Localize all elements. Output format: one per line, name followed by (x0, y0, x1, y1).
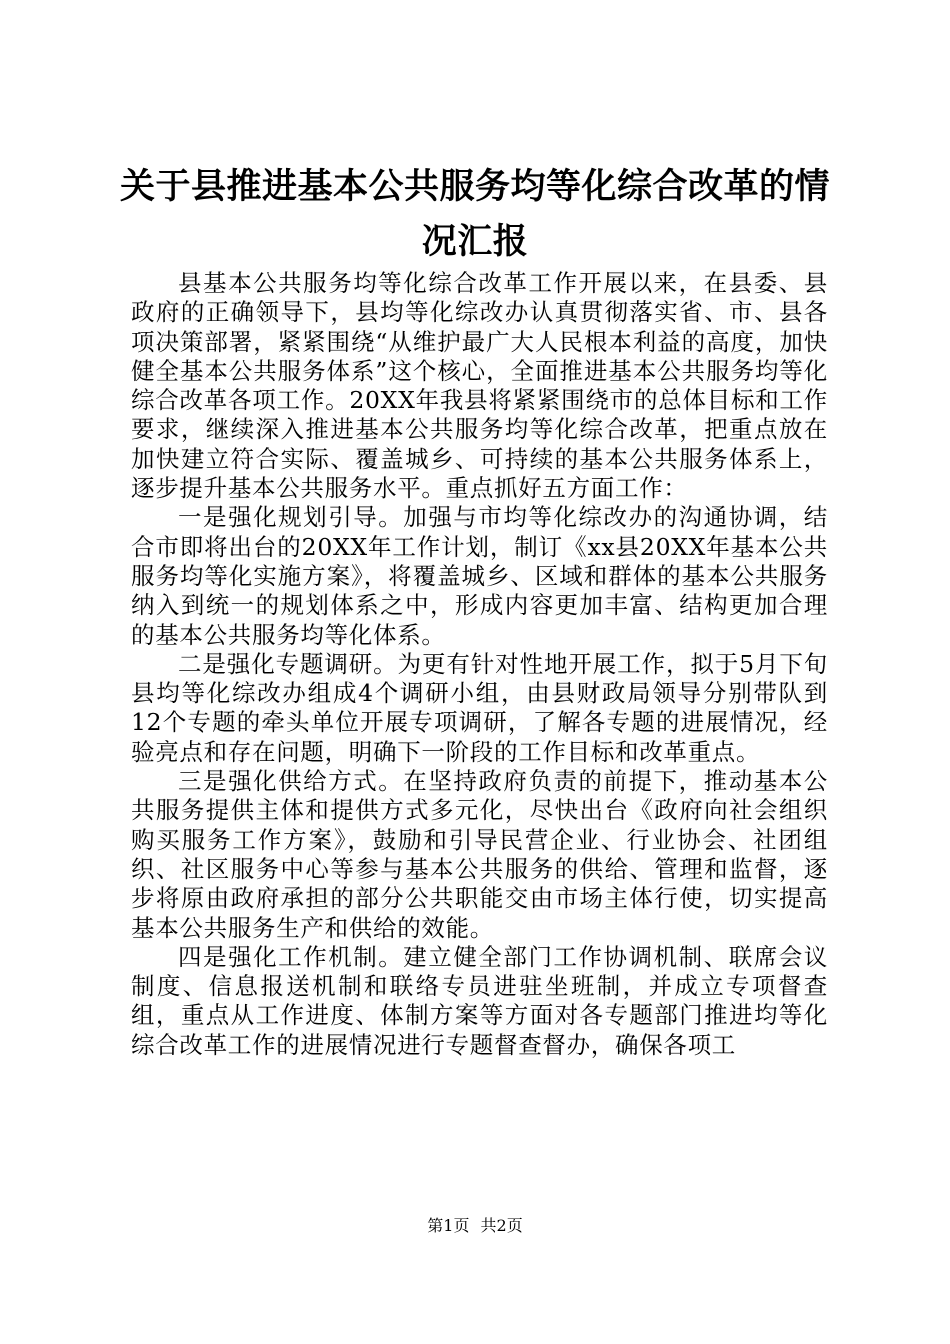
page-total: 共2页 (480, 1216, 523, 1235)
page-footer (0, 1216, 950, 1236)
paragraph-item-1: 一是强化规划引导。加强与市均等化综改办的沟通协调，结合市即将出台的20XX年工作计划，制订《xx县20XX年基本公共服务均等化实施方案》，将覆盖城乡、区域和群体的基本公共服务纳入到统一的规划体系之中，形成内容更加丰富、结构更加合理的基本公共服务均等化体系。 (131, 503, 828, 649)
paragraph-item-4: 四是强化工作机制。建立健全部门工作协调机制、联席会议制度、信息报送机制和联络专员进驻坐班制，并成立专项督查组，重点从工作进度、体制方案等方面对各专题部门推进均等化综合改革工作的进展情况进行专题督查督办，确保各项工 (131, 942, 828, 1059)
document-title: 关于县推进基本公共服务均等化综合改革的情况汇报 (119, 167, 830, 262)
paragraph-item-2: 二是强化专题调研。为更有针对性地开展工作，拟于5月下旬县均等化综改办组成4个调研小组，由县财政局领导分别带队到12个专题的牵头单位开展专项调研，了解各专题的进展情况，经验亮点和存在问题，明确下一阶段的工作目标和改革重点。 (131, 649, 828, 766)
document-body (131, 269, 828, 1060)
paragraph-item-3: 三是强化供给方式。在坚持政府负责的前提下，推动基本公共服务提供主体和提供方式多元化，尽快出台《政府向社会组织购买服务工作方案》，鼓励和引导民营企业、行业协会、社团组织、社区服务中心等参与基本公共服务的供给、管理和监督，逐步将原由政府承担的部分公共职能交由市场主体行使，切实提高基本公共服务生产和供给的效能。 (131, 767, 828, 942)
page-number: 第1页 (427, 1216, 470, 1235)
paragraph-intro: 县基本公共服务均等化综合改革工作开展以来，在县委、县政府的正确领导下，县均等化综改办认真贯彻落实省、市、县各项决策部署，紧紧围绕“从维护最广大人民根本利益的高度，加快健全基本公共服务体系”这个核心，全面推进基本公共服务均等化综合改革各项工作。20XX年我县将紧紧围绕市的总体目标和工作要求，继续深入推进基本公共服务均等化综合改革，把重点放在加快建立符合实际、覆盖城乡、可持续的基本公共服务体系上，逐步提升基本公共服务水平。重点抓好五方面工作： (131, 269, 828, 503)
